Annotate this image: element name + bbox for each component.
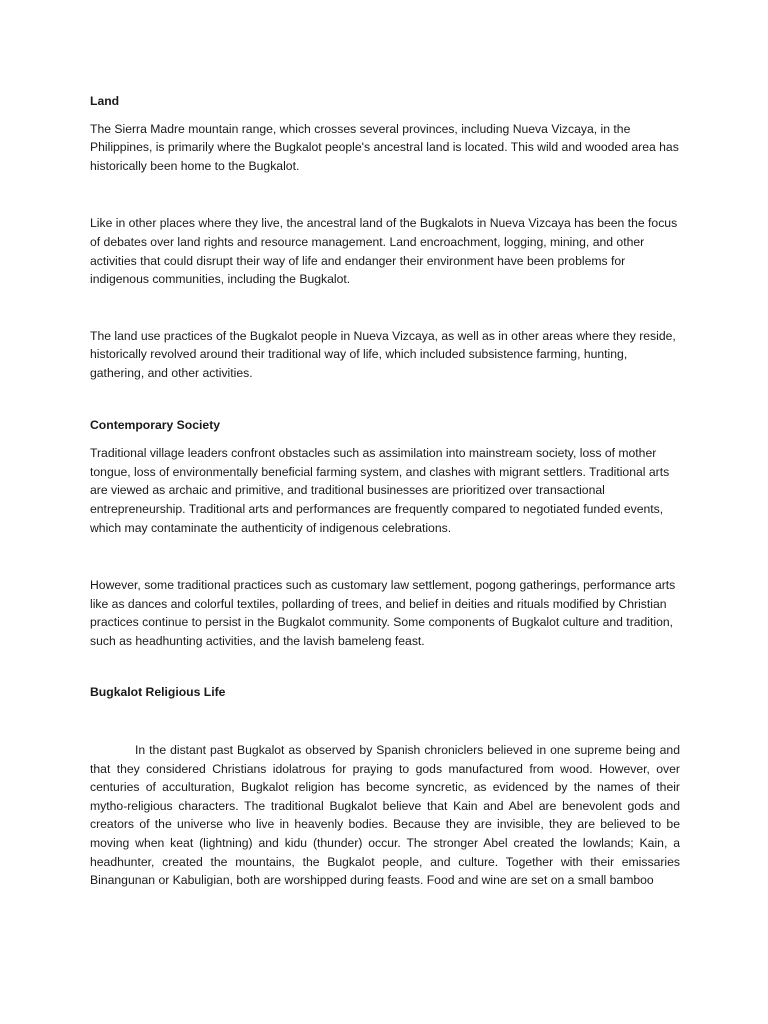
document-page [90, 92, 680, 890]
paragraph-land-1: The Sierra Madre mountain range, which crosses several provinces, including Nueva Vizcaya, in the Philippines, is primarily where the Bugkalot people's ancestral land is located. This wild and wooded area has historically been home to the Bugkalot. [90, 121, 679, 173]
paragraph-contemporary-1: Traditional village leaders confront obstacles such as assimilation into mainstream society, loss of mother tongue, loss of environmentally beneficial farming system, and clashes with migrant settlers. Traditional arts are viewed as archaic and primitive, and traditional businesses are prioritized over transactional entrepreneurship. Traditional arts and performances are frequently compared to negotiated funded events, which may contaminate the authenticity of indigenous celebrations. [90, 446, 670, 535]
section-heading-contemporary-society: Contemporary Society [90, 417, 221, 432]
section-heading-land: Land [90, 94, 120, 108]
paragraph-contemporary-2: However, some traditional practices such as customary law settlement, pogong gatherings, performance arts like as dances and colorful textiles, pollarding of trees, and belief in deities and rituals modified by Christian practices continue to persist in the Bugkalot community. Some components of Bugkalot culture and tradition, such as headhunting activities, and the lavish bameleng feast. [90, 578, 676, 648]
paragraph-land-3: The land use practices of the Bugkalot people in Nueva Vizcaya, as well as in other areas where they reside, historically revolved around their traditional way of life, which included subsistence farming, hunting, gathering, and other activities. [90, 328, 676, 380]
section-heading-religious-life: Bugkalot Religious Life [90, 685, 226, 700]
paragraph-land-2: Like in other places where they live, the ancestral land of the Bugkalots in Nueva Vizcaya has been the focus of debates over land rights and resource management. Land encroachment, logging, mining, and other activities that could disrupt their way of life and endanger their environment have been problems for indigenous communities, including the Bugkalot. [90, 216, 678, 287]
paragraph-religious-1: In the distant past Bugkalot as observed by Spanish chroniclers believed in one supreme being and that they considered Christians idolatrous for praying to gods manufactured from wood. However, over centuries of acculturation, Bugkalot religion has become syncretic, as evidenced by the names of their mytho-religious characters. The traditional Bugkalot believe that Kain and Abel are benevolent gods and creators of the universe who live in heavenly bodies. Because they are invisible, they are believed to be moving when keat (lightning) and kidu (thunder) occur. The stronger Abel created the lowlands; Kain, a headhunter, created the mountains, the Bugkalot people, and culture. Together with their emissaries Binangunan or Kabuligian, both are worshipped during feasts. Food and wine are set on a small bamboo [90, 743, 680, 888]
